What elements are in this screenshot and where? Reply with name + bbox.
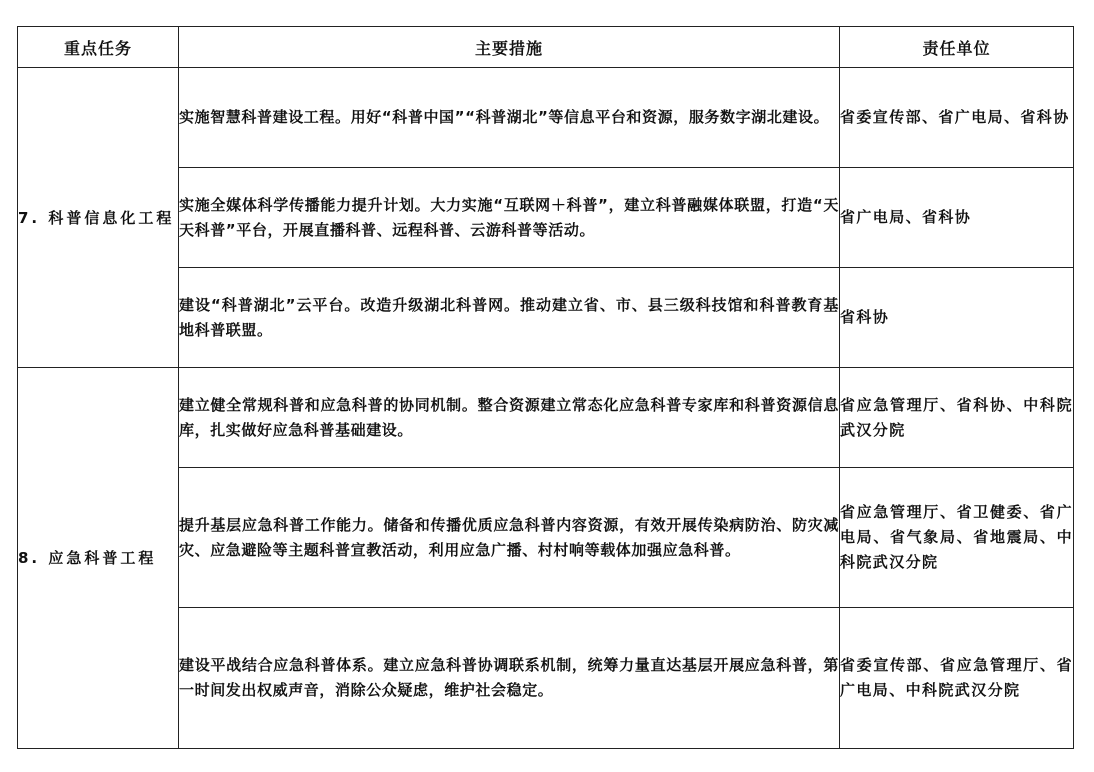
unit-cell: 省应急管理厅、省科协、中科院武汉分院: [840, 368, 1074, 468]
measures-table: [17, 26, 1074, 749]
table-header-row: [18, 27, 1074, 68]
measure-cell: 建设平战结合应急科普体系。建立应急科普协调联系机制，统筹力量直达基层开展应急科普，第一时间发出权威声音，消除公众疑虑，维护社会稳定。: [179, 608, 840, 749]
header-units: 责任单位: [840, 27, 1074, 68]
task-cell-informatization: 7. 科普信息化工程: [18, 68, 179, 368]
table-row: [18, 68, 1074, 168]
measure-cell: 建设“科普湖北”云平台。改造升级湖北科普网。推动建立省、市、县三级科技馆和科普教育基地科普联盟。: [179, 268, 840, 368]
unit-cell: 省应急管理厅、省卫健委、省广电局、省气象局、省地震局、中科院武汉分院: [840, 468, 1074, 608]
header-measures: 主要措施: [179, 27, 840, 68]
measure-cell: 实施智慧科普建设工程。用好“科普中国”“科普湖北”等信息平台和资源，服务数字湖北建设。: [179, 68, 840, 168]
measure-cell: 提升基层应急科普工作能力。储备和传播优质应急科普内容资源，有效开展传染病防治、防灾减灾、应急避险等主题科普宣教活动，利用应急广播、村村响等载体加强应急科普。: [179, 468, 840, 608]
task-cell-emergency: 8. 应急科普工程: [18, 368, 179, 749]
measure-cell: 实施全媒体科学传播能力提升计划。大力实施“互联网＋科普”，建立科普融媒体联盟，打造“天天科普”平台，开展直播科普、远程科普、云游科普等活动。: [179, 168, 840, 268]
unit-cell: 省委宣传部、省应急管理厅、省广电局、中科院武汉分院: [840, 608, 1074, 749]
header-task: 重点任务: [18, 27, 179, 68]
unit-cell: 省广电局、省科协: [840, 168, 1074, 268]
measure-cell: 建立健全常规科普和应急科普的协同机制。整合资源建立常态化应急科普专家库和科普资源信息库，扎实做好应急科普基础建设。: [179, 368, 840, 468]
unit-cell: 省科协: [840, 268, 1074, 368]
unit-cell: 省委宣传部、省广电局、省科协: [840, 68, 1074, 168]
table-row: [18, 368, 1074, 468]
